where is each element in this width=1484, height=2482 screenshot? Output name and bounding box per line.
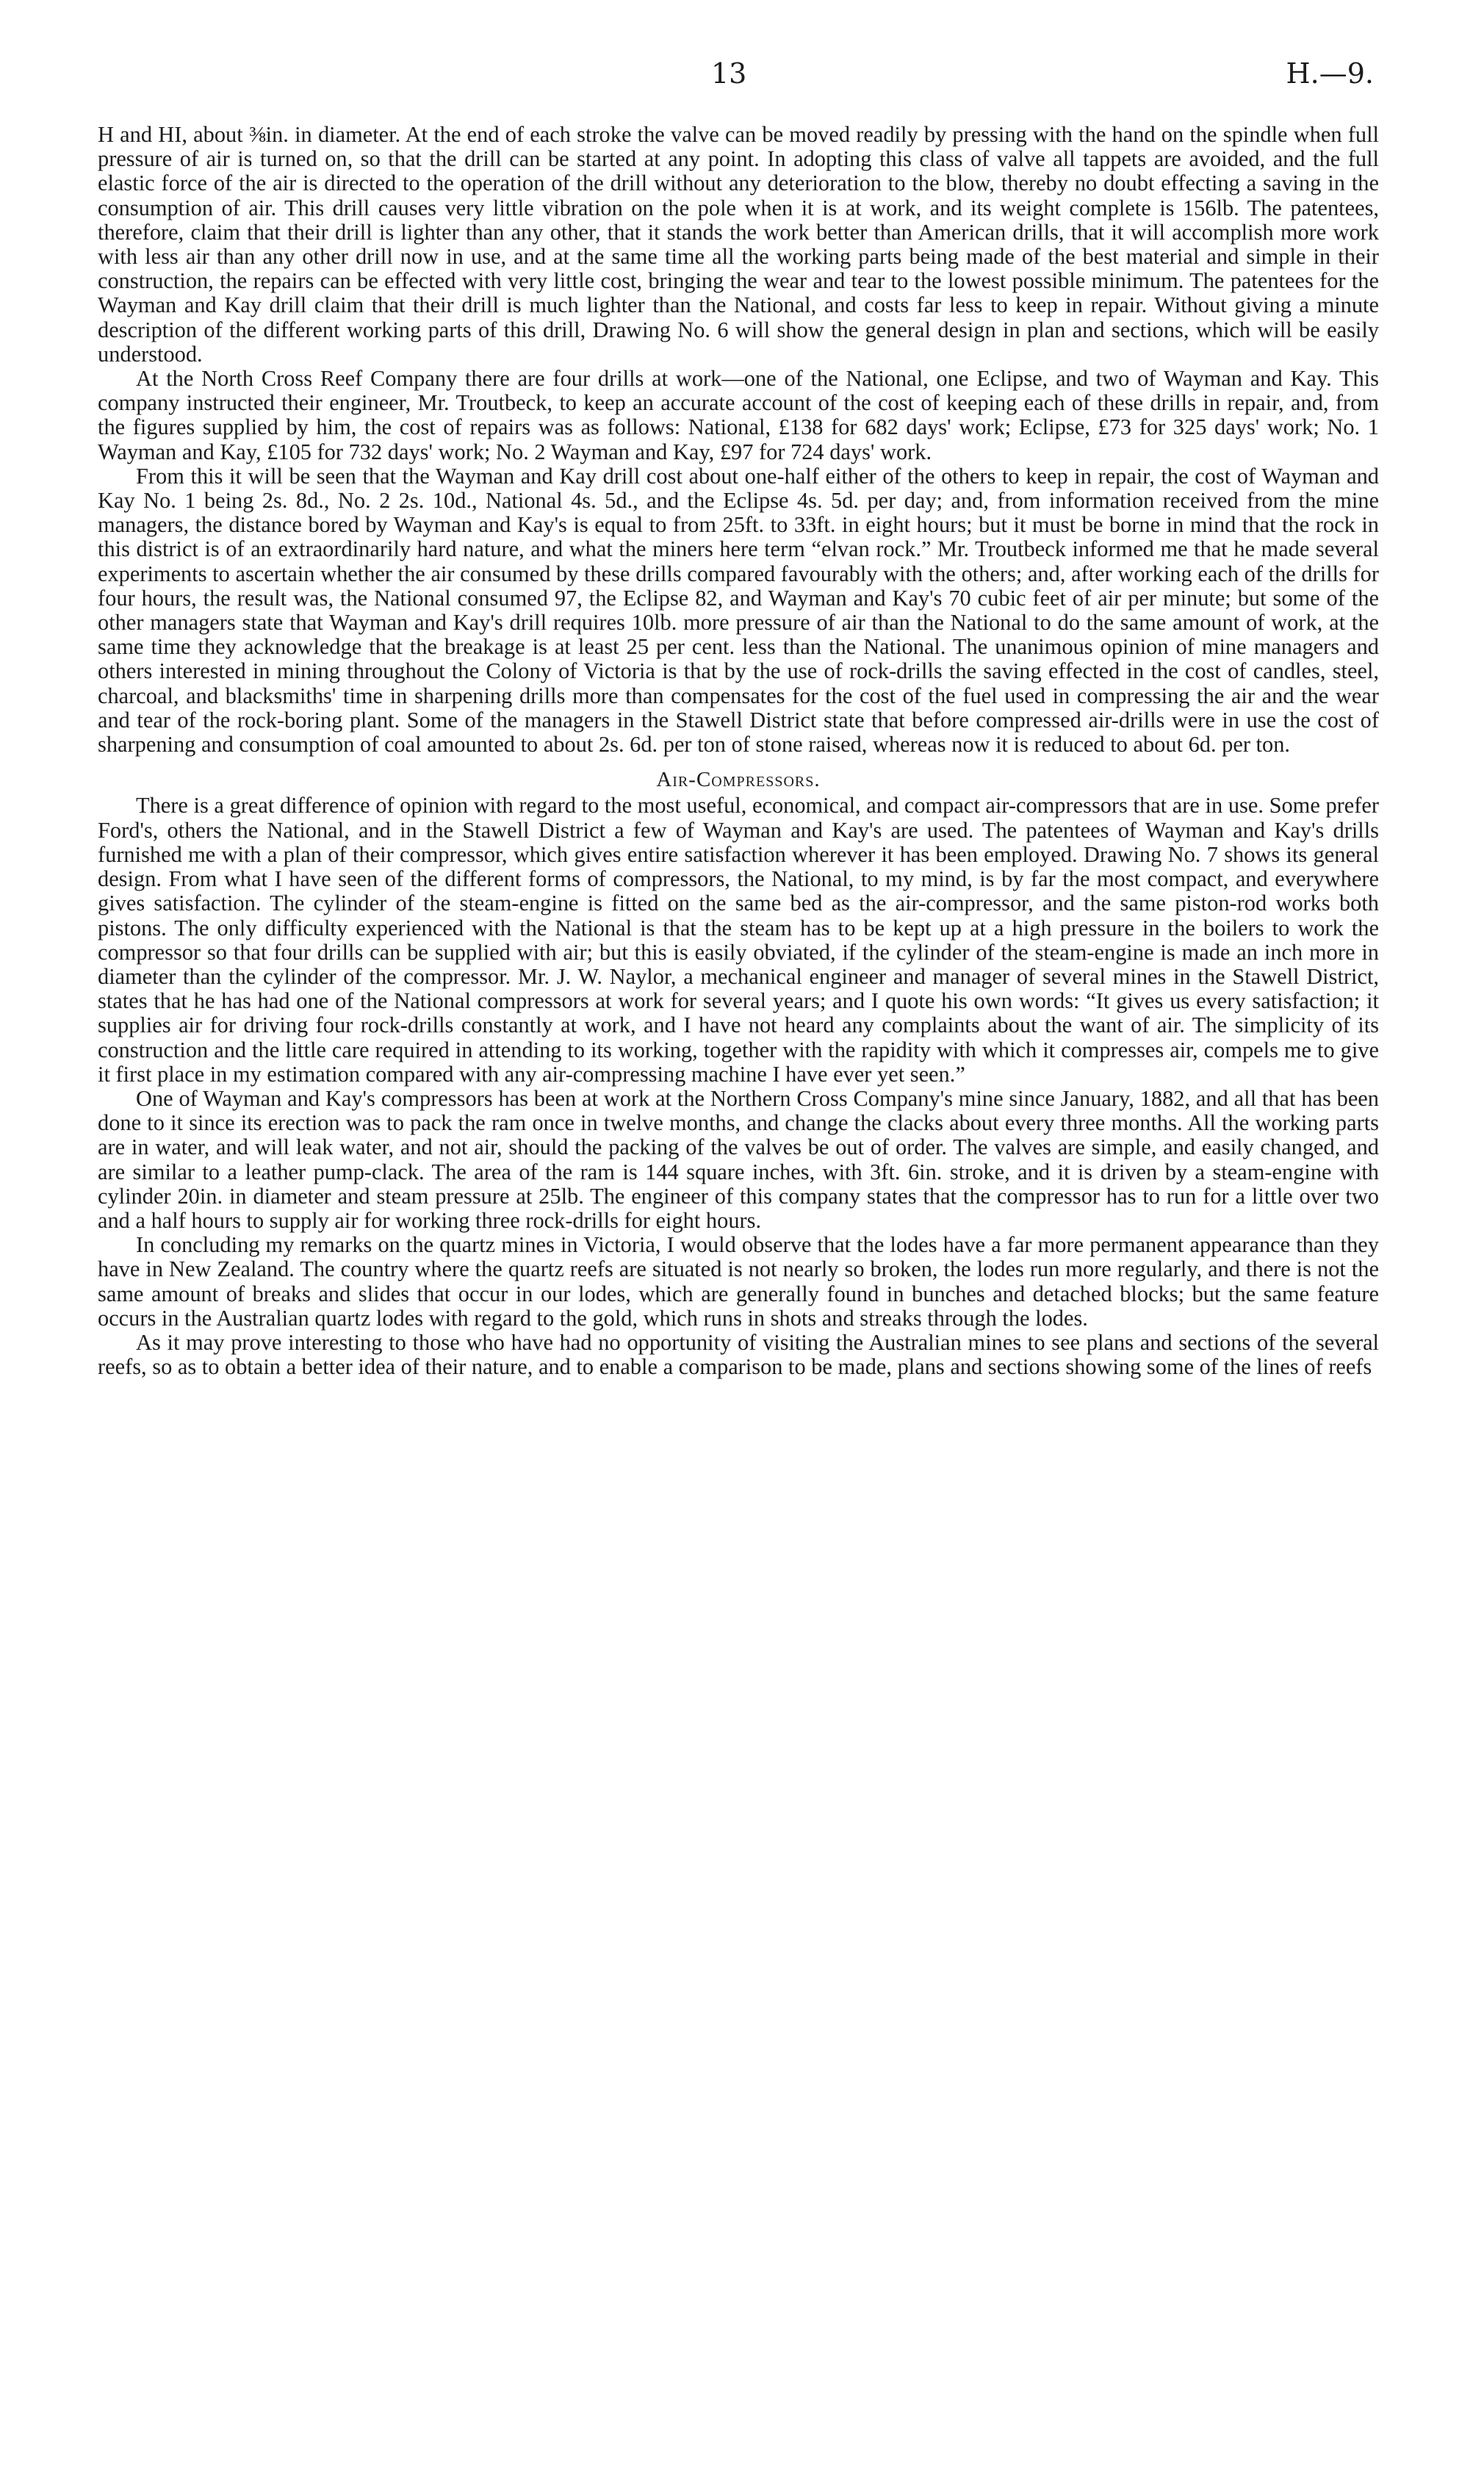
document-code: H.—9.: [1286, 57, 1374, 90]
paragraph: From this it will be seen that the Wayman and Kay drill cost about one-half either of the others to keep in repair, the cost of Wayman and Kay No. 1 being 2s. 8d., No. 2 2s. 10d., National 4s. 5d., and the Eclipse 4s. 5d. per day; and, from information received from the mine managers, the distance bored by Wayman and Kay's is equal to from 25ft. to 33ft. in eight hours; but it must be borne in mind that the rock in this district is of an extraordinarily hard nature, and what the miners here term “elvan rock.” Mr. Troutbeck informed me that he made several experiments to ascertain whether the air consumed by these drills compared favourably with the others; and, after working each of the drills for four hours, the result was, the National consumed 97, the Eclipse 82, and Wayman and Kay's 70 cubic feet of air per minute; but some of the other managers state that Wayman and Kay's drill requires 10lb. more pressure of air than the National to do the same amount of work, at the same time they acknowledge that the breakage is at least 25 per cent. less than the National. The unanimous opinion of mine managers and others interested in mining throughout the Colony of Victoria is that by the use of rock-drills the saving effected in the cost of candles, steel, charcoal, and blacksmiths' time in sharpening drills more than compensates for the cost of the fuel used in compressing the air and the wear and tear of the rock-boring plant. Some of the managers in the Stawell District state that before compressed air-drills were in use the cost of sharpening and consumption of coal amounted to about 2s. 6d. per ton of stone raised, whereas now it is reduced to about 6d. per ton.: [98, 463, 1379, 758]
paragraph: At the North Cross Reef Company there are four drills at work—one of the National, one Eclipse, and two of Wayman and Kay. This company instructed their engineer, Mr. Troutbeck, to keep an accurate account of the cost of keeping each of these drills in repair, and, from the figures supplied by him, the cost of repairs was as follows: National, £138 for 682 days' work; Eclipse, £73 for 325 days' work; No. 1 Wayman and Kay, £105 for 732 days' work; No. 2 Wayman and Kay, £97 for 724 days' work.: [98, 366, 1379, 464]
paragraph: In concluding my remarks on the quartz mines in Victoria, I would observe that the lodes have a far more permanent appearance than they have in New Zealand. The country where the quartz reefs are situated is not nearly so broken, the lodes run more regularly, and there is not the same amount of breaks and slides that occur in our lodes, which are generally found in bunches and detached blocks; but the same feature occurs in the Australian quartz lodes with regard to the gold, which runs in shots and streaks through the lodes.: [98, 1232, 1379, 1331]
paragraph: H and HI, about ⅜in. in diameter. At the end of each stroke the valve can be moved readily by pressing with the hand on the spindle when full pressure of air is turned on, so that the drill can be started at any point. In adopting this class of valve all tappets are avoided, and the full elastic force of the air is directed to the operation of the drill without any deterioration to the blow, thereby no doubt effecting a saving in the consumption of air. This drill causes very little vibration on the pole when it is at work, and its weight complete is 156lb. The patentees, therefore, claim that their drill is lighter than any other, that it stands the work better than American drills, that it will accomplish more work with less air than any other drill now in use, and at the same time all the working parts being made of the best material and simple in their construction, the repairs can be effected with very little cost, bringing the wear and tear to the lowest possible minimum. The patentees for the Wayman and Kay drill claim that their drill is much lighter than the National, and costs far less to keep in repair. Without giving a minute description of the different working parts of this drill, Drawing No. 6 will show the general design in plan and sections, which will be easily understood.: [98, 122, 1379, 367]
page-number: 13: [711, 57, 747, 90]
paragraph: There is a great difference of opinion with regard to the most useful, economical, and compact air-compressors that are in use. Some prefer Ford's, others the National, and in the Stawell District a few of Wayman and Kay's are used. The patentees of Wayman and Kay's drills furnished me with a plan of their compressor, which gives entire satisfaction wherever it has been employed. Drawing No. 7 shows its general design. From what I have seen of the different forms of compressors, the National, to my mind, is by far the most compact, and everywhere gives satisfaction. The cylinder of the steam-engine is fitted on the same bed as the air-compressor, and the same piston-rod works both pistons. The only difficulty experienced with the National is that the steam has to be kept up at a high pressure in the boilers to work the compressor so that four drills can be supplied with air; but this is easily obviated, if the cylinder of the steam-engine is made an inch more in diameter than the cylinder of the compressor. Mr. J. W. Naylor, a mechanical engineer and manager of several mines in the Stawell District, states that he has had one of the National compressors at work for several years; and I quote his own words: “It gives us every satisfaction; it supplies air for driving four rock-drills constantly at work, and I have not heard any complaints about the want of air. The simplicity of its construction and the little care required in attending to its working, together with the rapidity with which it compresses air, compels me to give it first place in my estimation compared with any air-compressing machine I have ever yet seen.”: [98, 793, 1379, 1087]
page-header: [0, 57, 1484, 101]
paragraph: One of Wayman and Kay's compressors has been at work at the Northern Cross Company's mine since January, 1882, and all that has been done to it since its erection was to pack the ram once in twelve months, and change the clacks about every three months. All the working parts are in water, and will leak water, and not air, should the packing of the valves be out of order. The valves are simple, and easily changed, and are similar to a leather pump-clack. The area of the ram is 144 square inches, with 3ft. 6in. stroke, and it is driven by a steam-engine with cylinder 20in. in diameter and steam pressure at 25lb. The engineer of this company states that the compressor has to run for a little over two and a half hours to supply air for working three rock-drills for eight hours.: [98, 1085, 1379, 1233]
section-heading-air-compressors: Air-Compressors.: [656, 768, 821, 792]
paragraph: As it may prove interesting to those who have had no opportunity of visiting the Australian mines to see plans and sections of the several reefs, so as to obtain a better idea of their nature, and to enable a comparison to be made, plans and sections showing some of the lines of reefs: [98, 1329, 1379, 1380]
body-text: [98, 123, 1379, 1379]
